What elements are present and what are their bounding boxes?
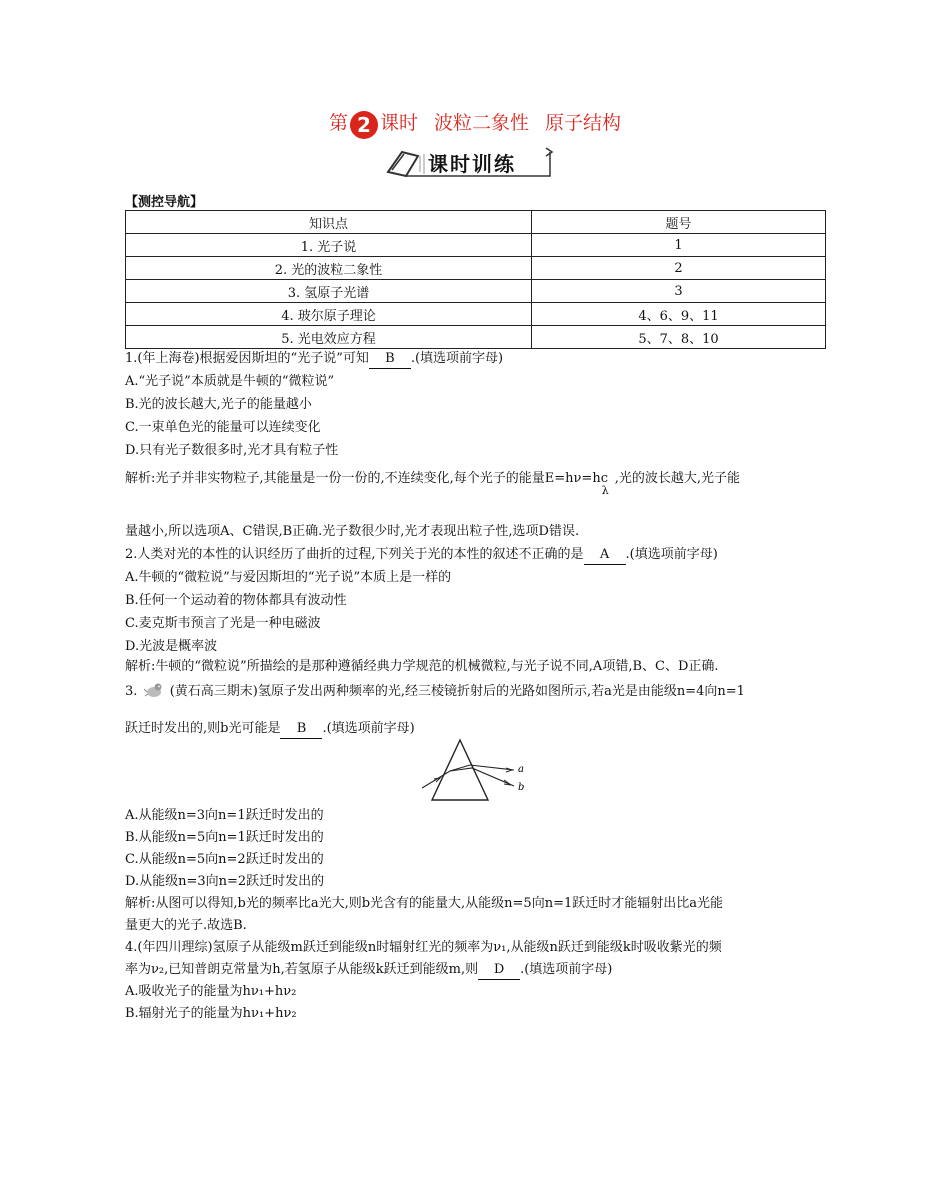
question-no-cell: 5、7、8、10 [532,326,826,349]
question-no-cell: 3 [532,280,826,303]
title-suffix: 课时 [379,112,418,134]
knowledge-table [125,210,826,349]
table-row [126,257,826,280]
q3-option-b: B.从能级n=5向n=1跃迁时发出的 [125,830,324,845]
knowledge-cell: 1. 光子说 [126,234,532,257]
q1-analysis: 解析:光子并非实物粒子,其能量是一份一份的,不连续变化,每个光子的能量E=hν=hc λ ,光的波长越大,光子能 [125,471,740,497]
knowledge-cell: 2. 光的波粒二象性 [126,257,532,280]
page-title [0,108,950,139]
title-part2: 原子结构 [545,112,622,134]
knowledge-cell: 3. 氢原子光谱 [126,280,532,303]
fraction-c-over-lambda: c λ [600,471,609,497]
question-no-cell: 4、6、9、11 [532,303,826,326]
q1-option-c: C.一束单色光的能量可以连续变化 [125,420,321,435]
title-part1: 波粒二象性 [434,112,530,134]
table-header-row [126,211,826,234]
ray-b [450,768,514,786]
q1-option-a: A.“光子说”本质就是牛顿的“微粒说” [125,374,335,389]
knowledge-cell: 5. 光电效应方程 [126,326,532,349]
q2-stem: 2.人类对光的本性的认识经历了曲折的过程,下列关于光的本性的叙述不正确的是 A .(填选项前字母) [125,546,718,565]
table-row [126,280,826,303]
label-b: b [518,782,525,793]
q3-analysis: 解析:从图可以得知,b光的频率比a光大,则b光含有的能量大,从能级n=5向n=1跃迁时才能辐射出比a光能 [125,896,723,911]
table-row [126,326,826,349]
q1-analysis-cont: 量越小,所以选项A、C错误,B正确.光子数很少时,光才表现出粒子性,选项D错误. [125,524,580,539]
q3-option-c: C.从能级n=5向n=2跃迁时发出的 [125,852,324,867]
q3-option-d: D.从能级n=3向n=2跃迁时发出的 [125,874,325,889]
q1-stem: 1.(年上海卷)根据爱因斯坦的“光子说”可知 B .(填选项前字母) [125,350,503,369]
q2-option-c: C.麦克斯韦预言了光是一种电磁波 [125,616,321,631]
table-row [126,234,826,257]
q1-option-b: B.光的波长越大,光子的能量越小 [125,397,312,412]
title-prefix: 第 [328,112,348,134]
q3-answer: B [280,720,322,739]
q4-answer: D [478,961,520,980]
q3-stem: 3. (黄石高三期末)氢原子发出两种频率的光,经三棱镜折射后的光路如图所示,若a光是由能级n=4向n=1 [125,684,745,699]
knowledge-cell: 4. 玻尔原子理论 [126,303,532,326]
table-row [126,303,826,326]
q3-option-a: A.从能级n=3向n=1跃迁时发出的 [125,808,324,823]
label-a: a [518,764,524,775]
q2-analysis: 解析:牛顿的“微粒说”所描绘的是那种遵循经典力学规范的机械微粒,与光子说不同,A项错,B、C、D正确. [125,659,719,674]
difficulty-mascot-icon [144,682,164,698]
q3-stem-cont: 跃迁时发出的,则b光可能是 B .(填选项前字母) [125,720,415,739]
banner-label: 课时训练 [428,152,516,176]
header-knowledge: 知识点 [126,211,532,234]
nav-label: 【测控导航】 [125,195,204,210]
q4-stem: 4.(年四川理综)氢原子从能级m跃迁到能级n时辐射红光的频率为ν₁,从能级n跃迁到能级k时吸收紫光的频 [125,940,722,955]
question-no-cell: 1 [532,234,826,257]
q2-option-d: D.光波是概率波 [125,639,218,654]
question-no-cell: 2 [532,257,826,280]
q4-option-b: B.辐射光子的能量为hν₁+hν₂ [125,1006,297,1021]
header-question-no: 题号 [532,211,826,234]
q4-stem-cont: 率为ν₂,已知普朗克常量为h,若氢原子从能级k跃迁到能级m,则 D .(填选项前字母) [125,961,612,980]
q4-option-a: A.吸收光子的能量为hν₁+hν₂ [125,984,297,999]
q2-option-a: A.牛顿的“微粒说”与爱因斯坦的“光子说”本质上是一样的 [125,570,452,585]
q1-answer: B [369,350,411,369]
section-banner [380,142,560,182]
prism-diagram [422,738,532,804]
q3-analysis-cont: 量更大的光子.故选B. [125,918,247,933]
q2-option-b: B.任何一个运动着的物体都具有波动性 [125,593,347,608]
q1-option-d: D.只有光子数很多时,光才具有粒子性 [125,443,339,458]
lesson-number-badge: 2 [350,111,378,139]
q2-answer: A [584,546,626,565]
